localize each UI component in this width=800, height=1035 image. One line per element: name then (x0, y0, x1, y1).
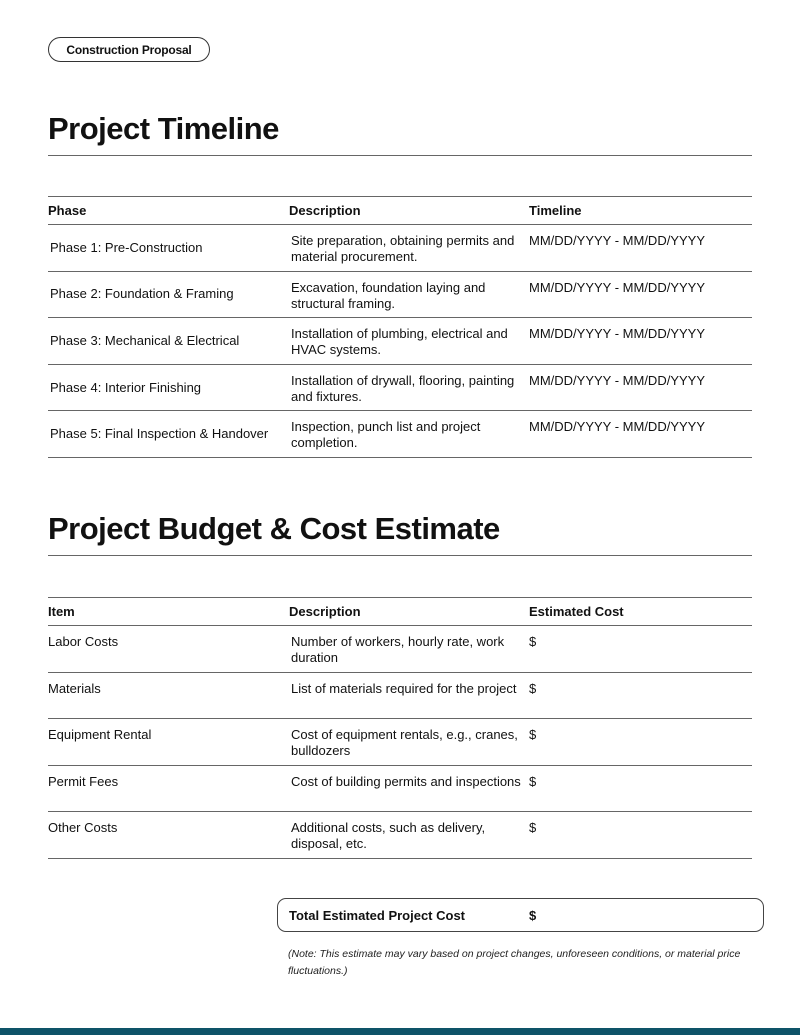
item-cell: Equipment Rental (48, 719, 289, 766)
table-header (48, 598, 752, 626)
item-cell: Materials (48, 672, 289, 719)
header-description: Description (289, 598, 529, 626)
timeline-cell: MM/DD/YYYY - MM/DD/YYYY (529, 271, 752, 318)
estimate-note: (Note: This estimate may vary based on project changes, unforeseen conditions, or material price fluctuations.) (288, 948, 741, 977)
divider (48, 155, 752, 156)
description-cell: Additional costs, such as delivery, disposal, etc. (289, 812, 529, 859)
phase-cell: Phase 1: Pre-Construction (48, 225, 289, 272)
description-cell: Installation of plumbing, electrical and HVAC systems. (289, 318, 529, 365)
header-timeline: Timeline (529, 197, 752, 225)
description-cell: List of materials required for the project (289, 672, 529, 719)
timeline-cell: MM/DD/YYYY - MM/DD/YYYY (529, 411, 752, 458)
budget-title: Project Budget & Cost Estimate (48, 511, 500, 546)
table-row (48, 812, 752, 859)
description-cell: Cost of building permits and inspections (289, 765, 529, 812)
total-label: Total Estimated Project Cost (289, 908, 466, 923)
timeline-cell: MM/DD/YYYY - MM/DD/YYYY (529, 318, 752, 365)
phase-cell: Phase 3: Mechanical & Electrical (48, 318, 289, 365)
budget-table (48, 597, 752, 859)
description-cell: Installation of drywall, flooring, painting and fixtures. (289, 364, 529, 411)
timeline-title: Project Timeline (48, 111, 279, 146)
table-row (48, 719, 752, 766)
cost-cell: $ (529, 626, 752, 673)
header-phase: Phase (48, 197, 289, 225)
description-cell: Site preparation, obtaining permits and material procurement. (289, 225, 529, 272)
cost-cell: $ (529, 812, 752, 859)
phase-cell: Phase 2: Foundation & Framing (48, 271, 289, 318)
table-row (48, 364, 752, 411)
table-row (48, 225, 752, 272)
header-item: Item (48, 598, 289, 626)
table-header (48, 197, 752, 225)
phase-cell: Phase 5: Final Inspection & Handover (48, 411, 289, 458)
phase-cell: Phase 4: Interior Finishing (48, 364, 289, 411)
footer-bar (0, 1028, 800, 1035)
item-cell: Other Costs (48, 812, 289, 859)
cost-cell: $ (529, 672, 752, 719)
document-badge: Construction Proposal (48, 37, 210, 62)
table-row (48, 318, 752, 365)
table-row (48, 672, 752, 719)
header-estimated-cost: Estimated Cost (529, 598, 752, 626)
description-cell: Number of workers, hourly rate, work duration (289, 626, 529, 673)
table-row (48, 765, 752, 812)
item-cell: Permit Fees (48, 765, 289, 812)
description-cell: Excavation, foundation laying and structural framing. (289, 271, 529, 318)
divider (48, 555, 752, 556)
timeline-cell: MM/DD/YYYY - MM/DD/YYYY (529, 364, 752, 411)
item-cell: Labor Costs (48, 626, 289, 673)
cost-cell: $ (529, 719, 752, 766)
timeline-table (48, 196, 752, 458)
cost-cell: $ (529, 765, 752, 812)
description-cell: Cost of equipment rentals, e.g., cranes, bulldozers (289, 719, 529, 766)
table-row (48, 626, 752, 673)
description-cell: Inspection, punch list and project completion. (289, 411, 529, 458)
timeline-cell: MM/DD/YYYY - MM/DD/YYYY (529, 225, 752, 272)
header-description: Description (289, 197, 529, 225)
total-cost-box (277, 898, 764, 932)
table-row (48, 411, 752, 458)
total-value: $ (529, 908, 537, 923)
table-row (48, 271, 752, 318)
